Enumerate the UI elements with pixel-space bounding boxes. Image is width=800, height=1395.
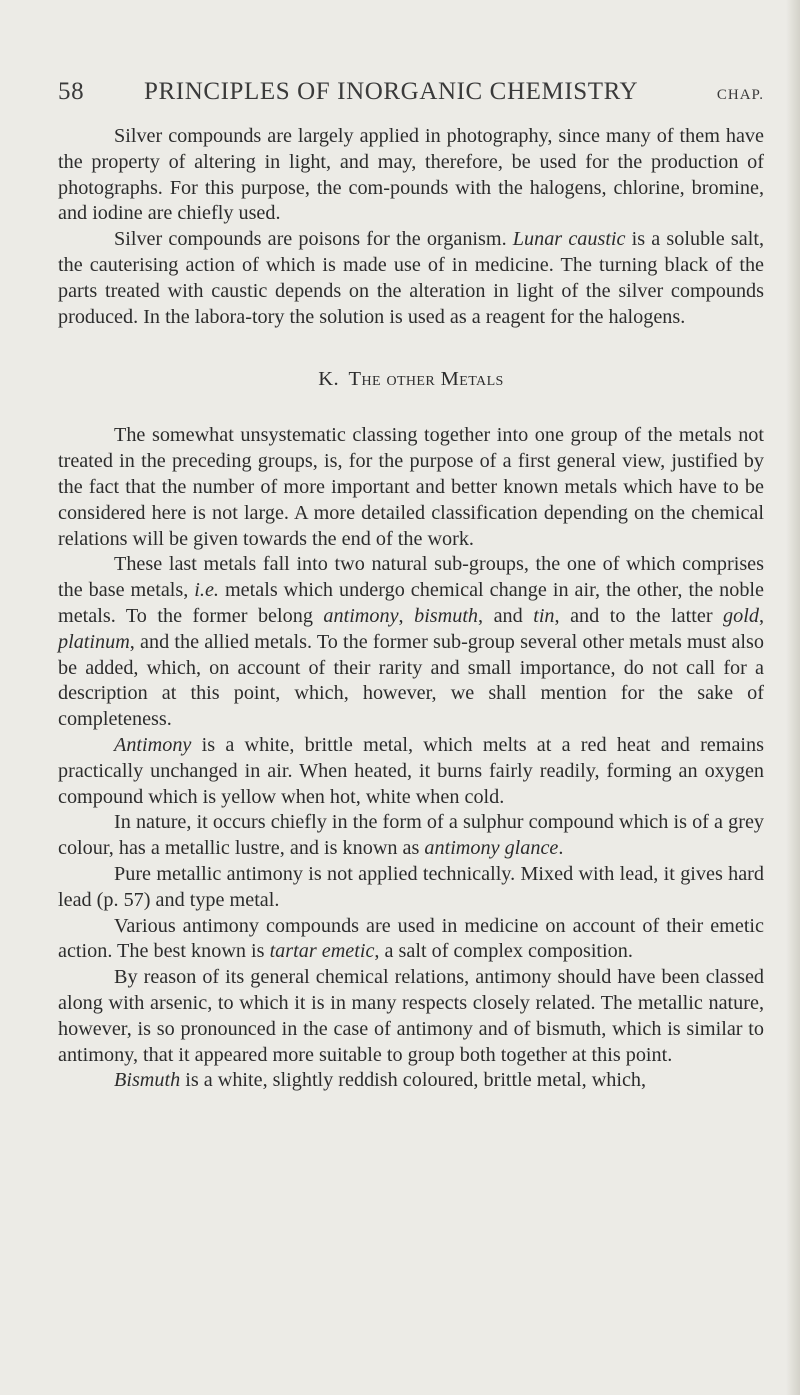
running-head xyxy=(58,78,764,106)
term-antimony-glance: antimony glance xyxy=(424,837,559,860)
paragraph-antimony: Antimony is a white, brittle metal, which melts at a red heat and remains practically unchanged in air. When heated, it burns fairly readily, forming an oxygen compound which is yellow when hot, white when cold. xyxy=(58,733,764,808)
term-lunar-caustic: Lunar caustic xyxy=(512,228,626,251)
running-title: PRINCIPLES OF INORGANIC CHEMISTRY xyxy=(144,78,639,105)
term-antimony-heading: Antimony xyxy=(114,733,192,756)
paragraph-lunar-caustic: Silver compounds are poisons for the organism. Lunar caustic is a soluble salt, the cauterising action of which is made use of in medicine. The turning black of the parts treated with caustic depends on the alteration in light of the silver compounds produced. In the labora-tory the solution is used as a reagent for the halogens. xyxy=(58,228,764,328)
term-ie: i.e. xyxy=(194,579,219,602)
paragraph-antimony-compounds: Various antimony compounds are used in medicine on account of their emetic action. The best known is tartar emetic, a salt of complex composition. xyxy=(58,914,764,963)
chapter-label: CHAP. xyxy=(716,87,764,103)
paragraph-bismuth: Bismuth is a white, slightly reddish coloured, brittle metal, which, xyxy=(114,1069,647,1092)
paragraph-sub-groups: These last metals fall into two natural sub-groups, the one of which comprises the base metals, i.e. metals which undergo chemical change in air, the other, the noble metals. To the former belong antimony, bismuth, and tin, and to the latter gold, platinum, and the allied metals. To the former sub-group several other metals must also be added, which, on account of their rarity and small importance, do not call for a description at this point, which, however, we shall mention for the sake of completeness. xyxy=(58,553,764,731)
term-gold: gold xyxy=(723,604,759,627)
paragraph-classification-antimony: By reason of its general chemical relations, antimony should have been classed along with arsenic, to which it is in many respects closely related. The metallic nature, however, is so pronounced in the case of antimony and of bismuth, which is similar to antimony, that it appeared more suitable to group both together at this point. xyxy=(58,966,764,1066)
section-heading xyxy=(58,368,764,391)
paragraph-photography: Silver compounds are largely applied in photography, since many of them have the property of altering in light, and may, therefore, be used for the production of photographs. For this purpose, the com-pounds with the halogens, chlorine, bromine, and iodine are chiefly used. xyxy=(58,125,764,225)
term-tin: tin xyxy=(533,604,555,627)
paragraph-classification: The somewhat unsystematic classing together into one group of the metals not treated in the preceding groups, is, for the purpose of a first general view, justified by the fact that the number of more important and better known metals which have to be considered here is not large. A more detailed classification depending on the chemical relations will be given towards the end of the work. xyxy=(58,424,764,550)
paragraph-antimony-nature: In nature, it occurs chiefly in the form of a sulphur compound which is of a grey colour, has a metallic lustre, and is known as antimony glance. xyxy=(58,811,764,860)
body-text xyxy=(58,124,764,1094)
term-tartar-emetic: tartar emetic xyxy=(269,940,375,963)
section-title: The other Metals xyxy=(348,368,504,391)
section-letter: K. xyxy=(318,368,340,391)
term-platinum: platinum xyxy=(58,630,130,653)
term-antimony: antimony xyxy=(323,604,399,627)
page-number: 58 xyxy=(58,78,85,105)
paragraph-metallic-antimony: Pure metallic antimony is not applied technically. Mixed with lead, it gives hard lead (p. 57) and type metal. xyxy=(58,862,764,911)
page-edge-shadow xyxy=(786,0,800,1395)
term-bismuth-heading: Bismuth xyxy=(114,1069,181,1092)
term-bismuth: bismuth xyxy=(414,604,479,627)
